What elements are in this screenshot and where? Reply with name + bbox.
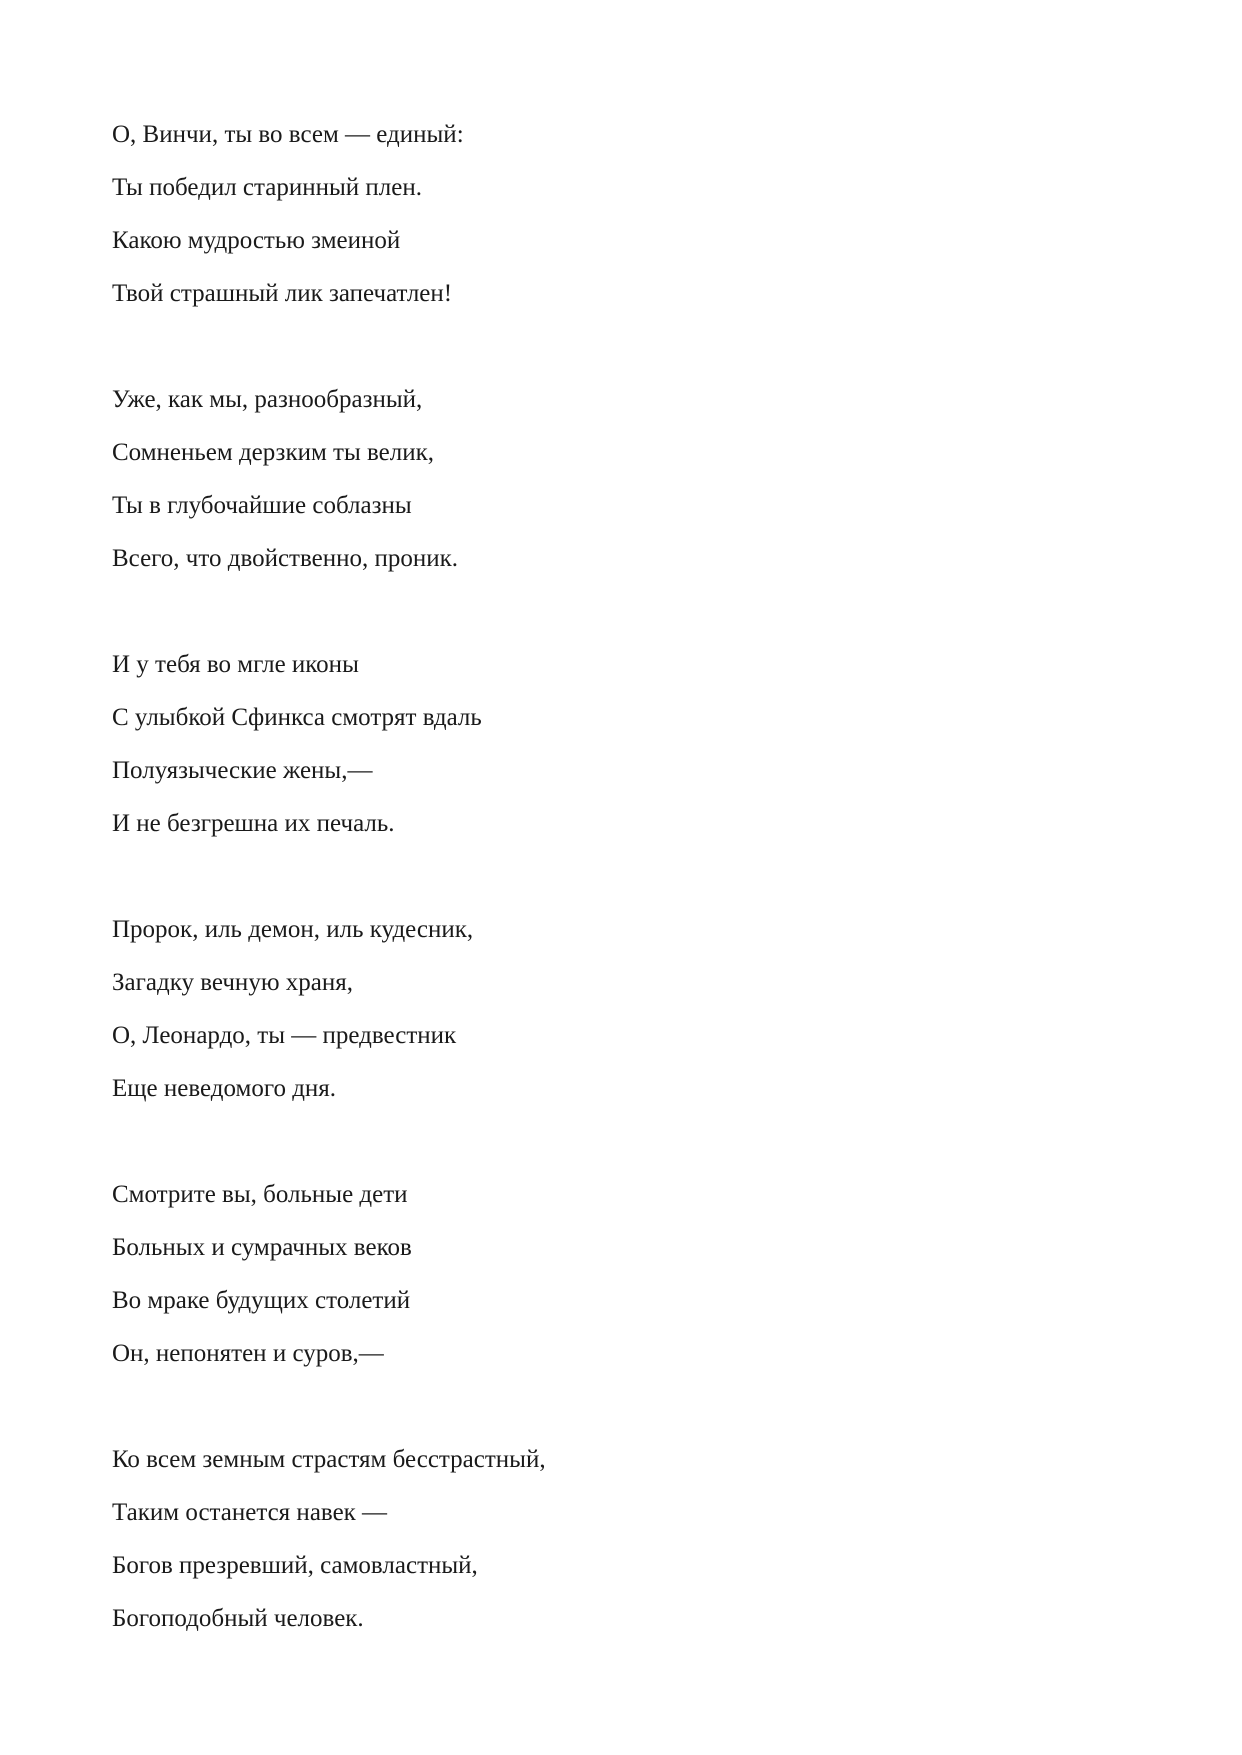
poem-line: Еще неведомого дня.	[112, 1075, 337, 1102]
poem-line: Таким останется навек —	[112, 1499, 388, 1526]
poem-line: Во мраке будущих столетий	[112, 1287, 411, 1314]
poem-line: Полуязыческие жены,—	[112, 757, 373, 784]
poem-line: О, Леонардо, ты — предвестник	[112, 1022, 457, 1049]
stanza-2	[112, 373, 1112, 585]
stanza-1	[112, 108, 1112, 320]
poem-line: Какою мудростью змеиной	[112, 227, 401, 254]
poem-line: О, Винчи, ты во всем — единый:	[112, 121, 464, 148]
poem-line: Сомненьем дерзким ты велик,	[112, 439, 435, 466]
poem-line: Богоподобный человек.	[112, 1605, 364, 1632]
poem-line: Загадку вечную храня,	[112, 969, 353, 996]
poem-body	[112, 108, 1112, 1698]
stanza-4	[112, 903, 1112, 1115]
stanza-3	[112, 638, 1112, 850]
poem-line: Больных и сумрачных веков	[112, 1234, 412, 1261]
poem-line: Ты победил старинный плен.	[112, 174, 422, 201]
poem-line: Ты в глубочайшие соблазны	[112, 492, 412, 519]
poem-line: Всего, что двойственно, проник.	[112, 545, 459, 572]
poem-line: И у тебя во мгле иконы	[112, 651, 359, 678]
stanza-5	[112, 1168, 1112, 1380]
poem-line: Ко всем земным страстям бесстрастный,	[112, 1446, 546, 1473]
poem-line: И не безгрешна их печаль.	[112, 810, 395, 837]
stanza-6	[112, 1433, 1112, 1645]
poem-line: Пророк, иль демон, иль кудесник,	[112, 916, 474, 943]
poem-line: Смотрите вы, больные дети	[112, 1181, 408, 1208]
poem-line: С улыбкой Сфинкса смотрят вдаль	[112, 704, 482, 731]
poem-line: Он, непонятен и суров,—	[112, 1340, 384, 1367]
poem-line: Уже, как мы, разнообразный,	[112, 386, 423, 413]
poem-line: Богов презревший, самовластный,	[112, 1552, 478, 1579]
poem-line: Твой страшный лик запечатлен!	[112, 280, 453, 307]
